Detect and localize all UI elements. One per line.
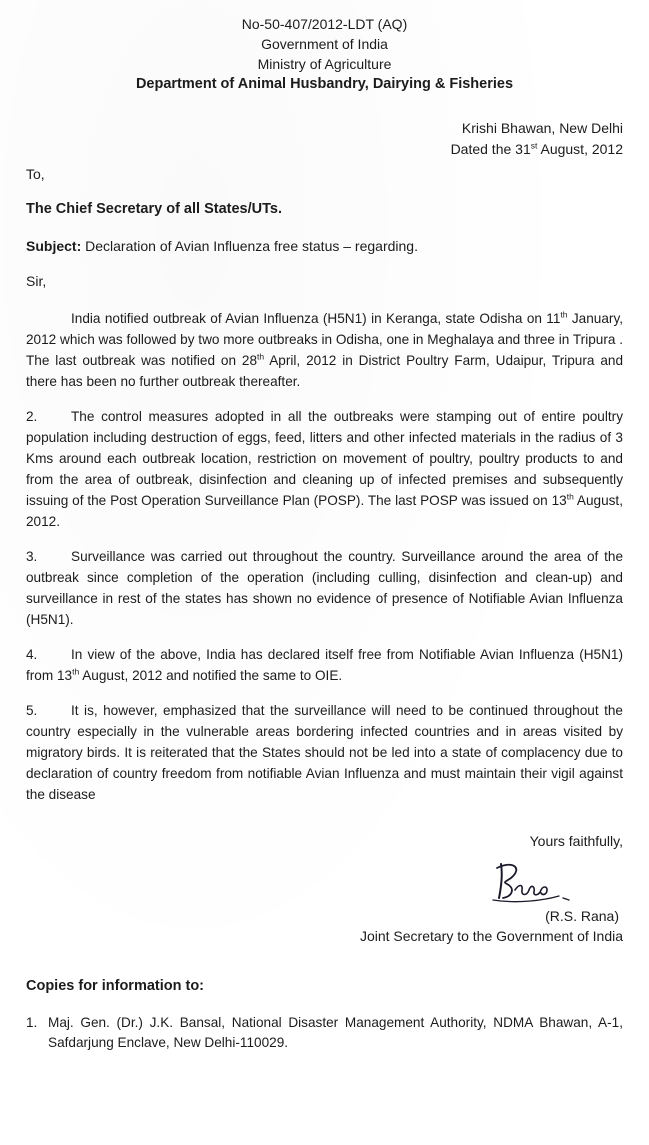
paragraph-3: 3. Surveillance was carried out throughout the country. Surveillance around the area of the outbreak since completion of the operation (including culling, disinfection and clean-up) and surveillance in rest of the states has shown no evidence of presence of Notifiable Avian Influenza (H5N1). <box>26 546 623 630</box>
paragraph-4: 4. In view of the above, India has declared itself free from Notifiable Avian Influenza (H5N1) from 13th August, 2012 and notified the same to OIE. <box>26 644 623 686</box>
subject-text: Declaration of Avian Influenza free status – regarding. <box>81 238 418 254</box>
list-item-text: Maj. Gen. (Dr.) J.K. Bansal, National Disaster Management Authority, NDMA Bhawan, A-1, Safdarjung Enclave, New Delhi-110029. <box>48 1015 623 1050</box>
copies-heading: Copies for information to: <box>26 978 205 994</box>
date: Dated the 31st August, 2012 <box>450 140 623 157</box>
government-name: Government of India <box>261 36 388 52</box>
paragraph-number: 2. <box>26 409 38 424</box>
addressee: The Chief Secretary of all States/UTs. <box>26 201 282 217</box>
signoff: Yours faithfully, <box>529 833 623 849</box>
signatory-name: (R.S. Rana) <box>545 908 619 924</box>
paragraph-number: 3. <box>26 549 38 564</box>
paragraph-1: India notified outbreak of Avian Influenza (H5N1) in Keranga, state Odisha on 11th January, 2012 which was followed by two more outbreaks in Odisha, one in Meghalaya and three in Tripura . The last outbreak was notified on 28th April, 2012 in District Poultry Farm, Udaipur, Tripura and there has been no further outbreak thereafter. <box>26 309 624 389</box>
salutation: Sir, <box>26 273 47 289</box>
list-item-number: 1. <box>26 1015 38 1030</box>
list-item <box>26 1013 623 1053</box>
place: Krishi Bhawan, New Delhi <box>461 120 623 136</box>
paragraph-2: 2. The control measures adopted in all the outbreaks were stamping out of entire poultry population including destruction of eggs, feed, litters and other infected materials in the radius of 3 Kms around each outbreak location, restriction on movement of poultry, poultry products to and from the area of outbreak, disinfection and cleaning up of infected premises and subsequently issuing of the Post Operation Surveillance Plan (POSP). The last POSP was issued on 13th August, 2012. <box>26 406 623 532</box>
paragraph-5: 5. It is, however, emphasized that the surveillance will need to be continued throughout the country especially in the vulnerable areas bordering infected countries and in areas visited by migratory birds. It is reiterated that the States should not be led into a state of complacency due to declaration of country freedom from notifiable Avian Influenza and must maintain their vigil against the disease <box>26 700 623 805</box>
paragraph-number: 4. <box>26 647 38 662</box>
subject-label: Subject: <box>26 238 82 254</box>
ministry-name: Ministry of Agriculture <box>257 56 392 72</box>
letter-header <box>26 14 623 94</box>
subject-line <box>26 236 623 257</box>
signature-block <box>26 852 623 906</box>
reference-number: No-50-407/2012-LDT (AQ) <box>241 16 408 32</box>
handwritten-signature-icon <box>489 856 575 906</box>
signatory-title: Joint Secretary to the Government of India <box>359 928 623 944</box>
paragraph-number: 5. <box>26 703 38 718</box>
department-name: Department of Animal Husbandry, Dairying & Fisheries <box>135 76 514 92</box>
place-and-date <box>26 118 623 160</box>
to-line: To, <box>26 166 45 182</box>
